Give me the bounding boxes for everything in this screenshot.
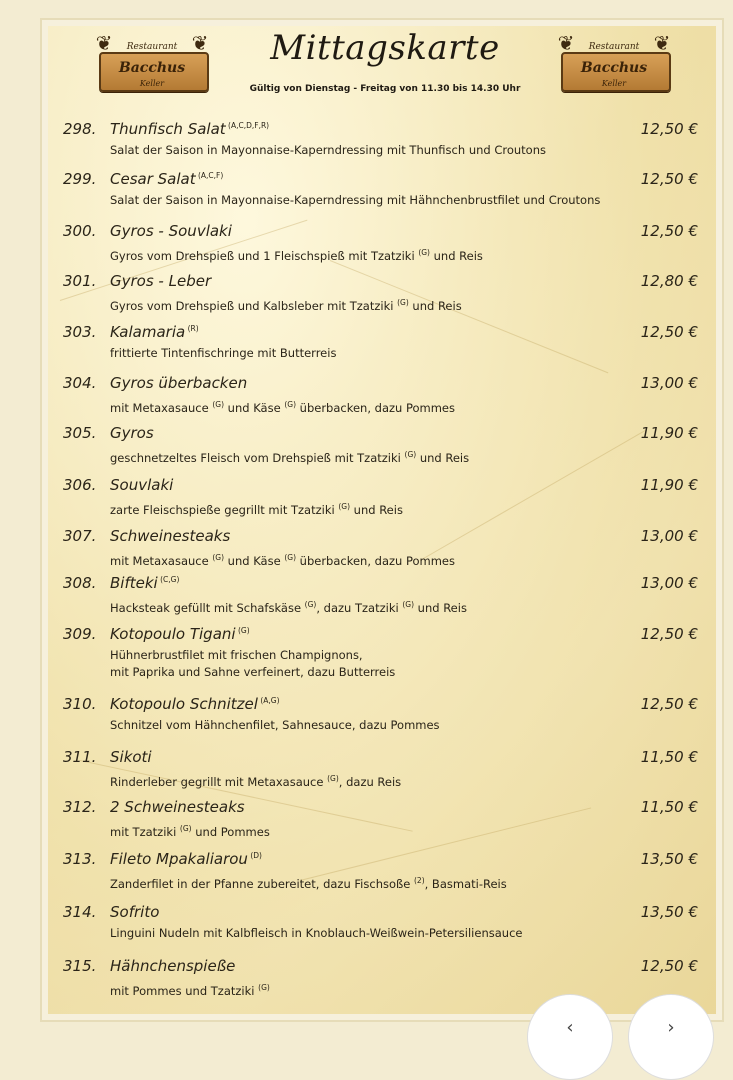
menu-item-number: 303. bbox=[63, 323, 97, 341]
description-line: geschnetzeltes Fleisch vom Drehspieß mit Tzatziki $^{(G)}$ und Reis bbox=[110, 450, 470, 465]
menu-item-name bbox=[110, 527, 230, 545]
description-line: Gyros vom Drehspieß und Kalbsleber mit Tzatziki $^{(G)}$ und Reis bbox=[110, 298, 462, 313]
grape-leaf-icon: ❦ bbox=[95, 31, 113, 55]
menu-item-price: 13,00 € bbox=[640, 374, 698, 392]
logo-restaurant-text: Restaurant bbox=[126, 42, 178, 52]
menu-item-name-text: Sofrito bbox=[110, 903, 160, 921]
menu-item-description bbox=[110, 192, 600, 209]
menu-item-description bbox=[110, 244, 483, 265]
menu-item-name-text: Gyros - Souvlaki bbox=[110, 222, 232, 240]
allergen-code: (A,C,F) bbox=[195, 171, 224, 180]
menu-item-name bbox=[110, 476, 173, 494]
description-line: Schnitzel vom Hähnchenfilet, Sahnesauce, dazu Pommes bbox=[110, 718, 440, 732]
menu-item-description bbox=[110, 979, 270, 1000]
allergen-code: (G) bbox=[327, 774, 339, 783]
menu-item-number: 301. bbox=[63, 272, 97, 290]
menu-item-price: 12,50 € bbox=[640, 170, 698, 188]
description-line: frittierte Tintenfischringe mit Butterreis bbox=[110, 346, 337, 360]
description-line: Hacksteak gefüllt mit Schafskäse $^{(G)}$, dazu Tzatziki $^{(G)}$ und Reis bbox=[110, 600, 467, 615]
menu-item-name-text: Schweinesteaks bbox=[110, 527, 231, 545]
menu-item-name bbox=[110, 748, 152, 766]
menu-item-description bbox=[110, 446, 469, 467]
menu-item-number: 298. bbox=[63, 120, 97, 138]
menu-item-number: 309. bbox=[63, 625, 97, 643]
allergen-code: (2) bbox=[414, 876, 425, 885]
menu-item-number: 312. bbox=[63, 798, 97, 816]
menu-item-name-text: Gyros überbacken bbox=[110, 374, 248, 392]
menu-item-name-text: Fileto Mpakaliarou bbox=[110, 850, 248, 868]
restaurant-logo bbox=[93, 30, 211, 96]
menu-item-number: 307. bbox=[63, 527, 97, 545]
menu-item-number: 315. bbox=[63, 957, 97, 975]
allergen-code: (G) bbox=[418, 248, 430, 257]
menu-item-description bbox=[110, 596, 467, 617]
description-line: mit Metaxasauce $^{(G)}$ und Käse $^{(G)}$ überbacken, dazu Pommes bbox=[110, 553, 456, 568]
description-line: Salat der Saison in Mayonnaise-Kaperndressing mit Thunfisch und Croutons bbox=[110, 143, 547, 157]
logo-restaurant-text: Restaurant bbox=[588, 42, 640, 52]
grape-leaf-icon: ❦ bbox=[191, 31, 209, 55]
menu-item-name-text: Gyros - Leber bbox=[110, 272, 212, 290]
menu-item-name-text: 2 Schweinesteaks bbox=[110, 798, 245, 816]
chevron-left-icon: ‹ bbox=[566, 1017, 574, 1038]
menu-item-number: 305. bbox=[63, 424, 97, 442]
description-line: mit Metaxasauce $^{(G)}$ und Käse $^{(G)}$ überbacken, dazu Pommes bbox=[110, 400, 456, 415]
menu-item-price: 12,80 € bbox=[640, 272, 698, 290]
allergen-code: (G) bbox=[402, 600, 415, 609]
grape-leaf-icon: ❦ bbox=[557, 31, 575, 55]
menu-item-description bbox=[110, 872, 507, 893]
menu-item-description bbox=[110, 770, 401, 791]
menu-item-name bbox=[110, 798, 245, 816]
menu-item-name-text: Kotopoulo Tigani bbox=[110, 625, 236, 643]
menu-item-price: 13,00 € bbox=[640, 574, 698, 592]
menu-item-name-text: Kotopoulo Schnitzel bbox=[110, 695, 258, 713]
menu-title: Mittagskarte bbox=[270, 28, 500, 68]
menu-item-name bbox=[110, 574, 179, 592]
menu-item-name bbox=[110, 222, 232, 240]
chevron-right-icon: › bbox=[667, 1017, 675, 1038]
menu-item-description bbox=[110, 820, 270, 841]
menu-item-name bbox=[110, 323, 199, 341]
description-line: Linguini Nudeln mit Kalbfleisch in Knoblauch-Weißwein-Petersiliensauce bbox=[110, 926, 523, 940]
allergen-code: (G) bbox=[212, 400, 225, 409]
menu-item-name bbox=[110, 957, 235, 975]
menu-item-name bbox=[110, 424, 154, 442]
description-line: mit Paprika und Sahne verfeinert, dazu Butterreis bbox=[110, 665, 396, 679]
description-line: Gyros vom Drehspieß und 1 Fleischspieß mit Tzatziki $^{(G)}$ und Reis bbox=[110, 248, 483, 263]
menu-subtitle: Gültig von Dienstag - Freitag von 11.30 bis 14.30 Uhr bbox=[249, 84, 521, 94]
description-line: mit Pommes und Tzatziki $^{(G)}$ bbox=[110, 983, 270, 998]
restaurant-logo bbox=[555, 30, 673, 96]
menu-item-price: 12,50 € bbox=[640, 695, 698, 713]
description-line: Rinderleber gegrillt mit Metaxasauce $^{(G)}$, dazu Reis bbox=[110, 774, 402, 789]
menu-item-price: 11,50 € bbox=[640, 748, 698, 766]
menu-item-price: 13,50 € bbox=[640, 903, 698, 921]
description-line: mit Tzatziki $^{(G)}$ und Pommes bbox=[110, 824, 270, 839]
menu-item-name-text: Thunfisch Salat bbox=[110, 120, 226, 138]
menu-item-description bbox=[110, 294, 462, 315]
logo-sub: Keller bbox=[601, 79, 627, 88]
menu-item-name bbox=[110, 625, 250, 643]
menu-item-name bbox=[110, 272, 211, 290]
description-line: Hühnerbrustfilet mit frischen Champignons, bbox=[110, 648, 363, 662]
description-line: Salat der Saison in Mayonnaise-Kaperndressing mit Hähnchenbrustfilet und Croutons bbox=[110, 193, 601, 207]
menu-item-description bbox=[110, 925, 522, 942]
allergen-code: (G) bbox=[212, 553, 225, 562]
menu-item-description bbox=[110, 549, 455, 570]
next-page-button[interactable] bbox=[628, 994, 714, 1080]
prev-page-button[interactable] bbox=[527, 994, 613, 1080]
menu-item-description bbox=[110, 647, 395, 681]
menu-item-price: 11,50 € bbox=[640, 798, 698, 816]
menu-item-number: 306. bbox=[63, 476, 97, 494]
menu-item-price: 13,00 € bbox=[640, 527, 698, 545]
menu-item-name-text: Hähnchenspieße bbox=[110, 957, 236, 975]
menu-item-number: 308. bbox=[63, 574, 97, 592]
menu-item-number: 311. bbox=[63, 748, 97, 766]
allergen-code: (G) bbox=[179, 824, 192, 833]
menu-item-name-text: Bifteki bbox=[110, 574, 158, 592]
logo-name: Bacchus bbox=[118, 60, 186, 76]
menu-item-name bbox=[110, 170, 223, 188]
grape-leaf-icon: ❦ bbox=[653, 31, 671, 55]
menu-item-description bbox=[110, 396, 455, 417]
menu-item-price: 12,50 € bbox=[640, 625, 698, 643]
menu-item-price: 12,50 € bbox=[640, 323, 698, 341]
logo-name: Bacchus bbox=[580, 60, 648, 76]
menu-item-number: 310. bbox=[63, 695, 97, 713]
menu-item-price: 12,50 € bbox=[640, 222, 698, 240]
allergen-code: (A,G) bbox=[257, 696, 280, 705]
allergen-code: (G) bbox=[397, 298, 409, 307]
description-line: zarte Fleischspieße gegrillt mit Tzatziki $^{(G)}$ und Reis bbox=[110, 502, 403, 517]
allergen-code: (R) bbox=[185, 324, 199, 333]
menu-item-price: 12,50 € bbox=[640, 957, 698, 975]
menu-item-name bbox=[110, 374, 247, 392]
menu-item-name-text: Souvlaki bbox=[110, 476, 174, 494]
allergen-code: (G) bbox=[284, 553, 296, 562]
menu-item-price: 11,90 € bbox=[640, 424, 698, 442]
menu-item-price: 11,90 € bbox=[640, 476, 698, 494]
menu-item-price: 12,50 € bbox=[640, 120, 698, 138]
menu-item-name-text: Cesar Salat bbox=[110, 170, 196, 188]
menu-item-description bbox=[110, 498, 403, 519]
allergen-code: (G) bbox=[338, 502, 351, 511]
allergen-code: (G) bbox=[258, 983, 270, 992]
menu-item-description bbox=[110, 717, 440, 734]
menu-item-name-text: Kalamaria bbox=[110, 323, 186, 341]
menu-item-name-text: Sikoti bbox=[110, 748, 152, 766]
menu-item-name bbox=[110, 903, 159, 921]
menu-item-number: 304. bbox=[63, 374, 97, 392]
menu-item-number: 314. bbox=[63, 903, 97, 921]
allergen-code: (A,C,D,F,R) bbox=[225, 121, 270, 130]
menu-item-name bbox=[110, 120, 269, 138]
description-line: Zanderfilet in der Pfanne zubereitet, dazu Fischsoße $^{(2)}$, Basmati-Reis bbox=[110, 876, 507, 891]
menu-item-name-text: Gyros bbox=[110, 424, 154, 442]
menu-item-description bbox=[110, 142, 546, 159]
logo-sub: Keller bbox=[139, 79, 165, 88]
allergen-code: (G) bbox=[235, 626, 250, 635]
menu-item-price: 13,50 € bbox=[640, 850, 698, 868]
menu-item-number: 300. bbox=[63, 222, 97, 240]
allergen-code: (G) bbox=[284, 400, 296, 409]
menu-item-name bbox=[110, 850, 262, 868]
menu-item-description bbox=[110, 345, 336, 362]
allergen-code: (G) bbox=[404, 450, 417, 459]
menu-item-number: 299. bbox=[63, 170, 97, 188]
allergen-code: (D) bbox=[247, 851, 262, 860]
menu-item-name bbox=[110, 695, 280, 713]
menu-item-number: 313. bbox=[63, 850, 97, 868]
allergen-code: (C,G) bbox=[157, 575, 180, 584]
allergen-code: (G) bbox=[304, 600, 317, 609]
